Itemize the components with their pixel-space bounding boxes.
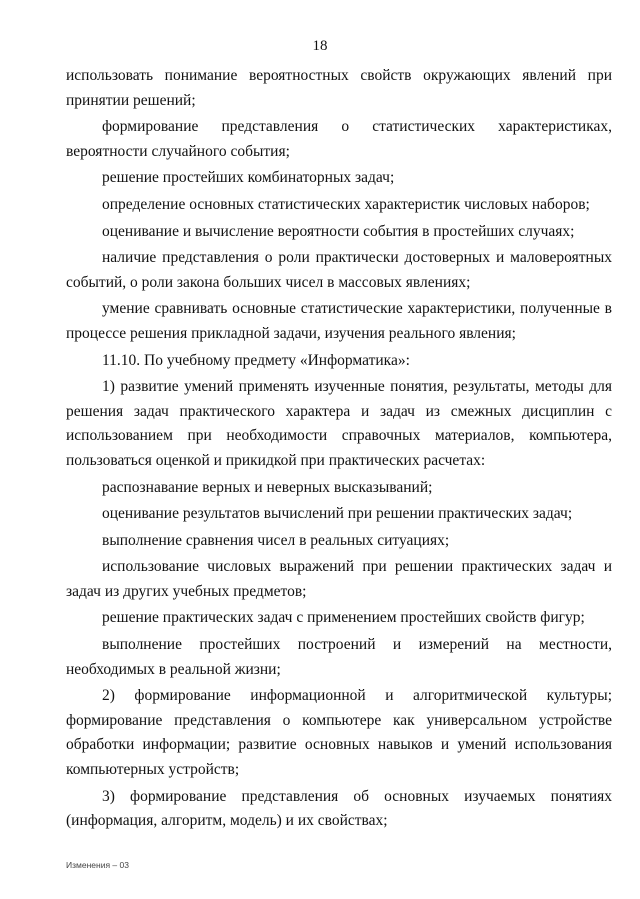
paragraph: оценивание результатов вычислений при решении практических задач;: [102, 505, 573, 523]
paragraph: выполнение сравнения чисел в реальных ситуациях;: [102, 531, 450, 549]
paragraph: 2) формирование информационной и алгоритмической культуры; формирование представления о компьютере как универсальном устройстве обработки информации; развитие основных навыков и умений использования компьютерных устройств;: [66, 687, 612, 779]
paragraph: решение практических задач с применением простейших свойств фигур;: [102, 609, 585, 627]
section-heading: 11.10. По учебному предмету «Информатика»:: [102, 351, 410, 369]
document-body: [66, 64, 612, 836]
footer-revision-note: Изменения – 03: [66, 860, 129, 870]
paragraph: наличие представления о роли практически достоверных и маловероятных событий, о роли закона больших чисел в массовых явлениях;: [66, 249, 612, 291]
paragraph: решение простейших комбинаторных задач;: [102, 169, 395, 187]
paragraph: формирование представления о статистических характеристиках, вероятности случайного события;: [66, 118, 612, 160]
paragraph: использование числовых выражений при решении практических задач и задач из других учебных предметов;: [66, 558, 612, 600]
paragraph: умение сравнивать основные статистические характеристики, полученные в процессе решения прикладной задачи, изучения реального явления;: [66, 300, 612, 342]
paragraph: определение основных статистических характеристик числовых наборов;: [102, 195, 590, 213]
paragraph: оценивание и вычисление вероятности события в простейших случаях;: [102, 222, 575, 240]
paragraph: 1) развитие умений применять изученные понятия, результаты, методы для решения задач практического характера и задач из смежных дисциплин с использованием при необходимости справочных материалов, компьютера, пользоваться оценкой и прикидкой при практических расчетах:: [66, 378, 612, 469]
paragraph: распознавание верных и неверных высказываний;: [102, 478, 433, 496]
paragraph: выполнение простейших построений и измерений на местности, необходимых в реальной жизни;: [66, 636, 612, 678]
page-number: 18: [312, 38, 328, 54]
paragraph: использовать понимание вероятностных свойств окружающих явлений при принятии решений;: [66, 67, 612, 109]
paragraph: 3) формирование представления об основных изучаемых понятиях (информация, алгоритм, модель) и их свойствах;: [66, 787, 612, 830]
